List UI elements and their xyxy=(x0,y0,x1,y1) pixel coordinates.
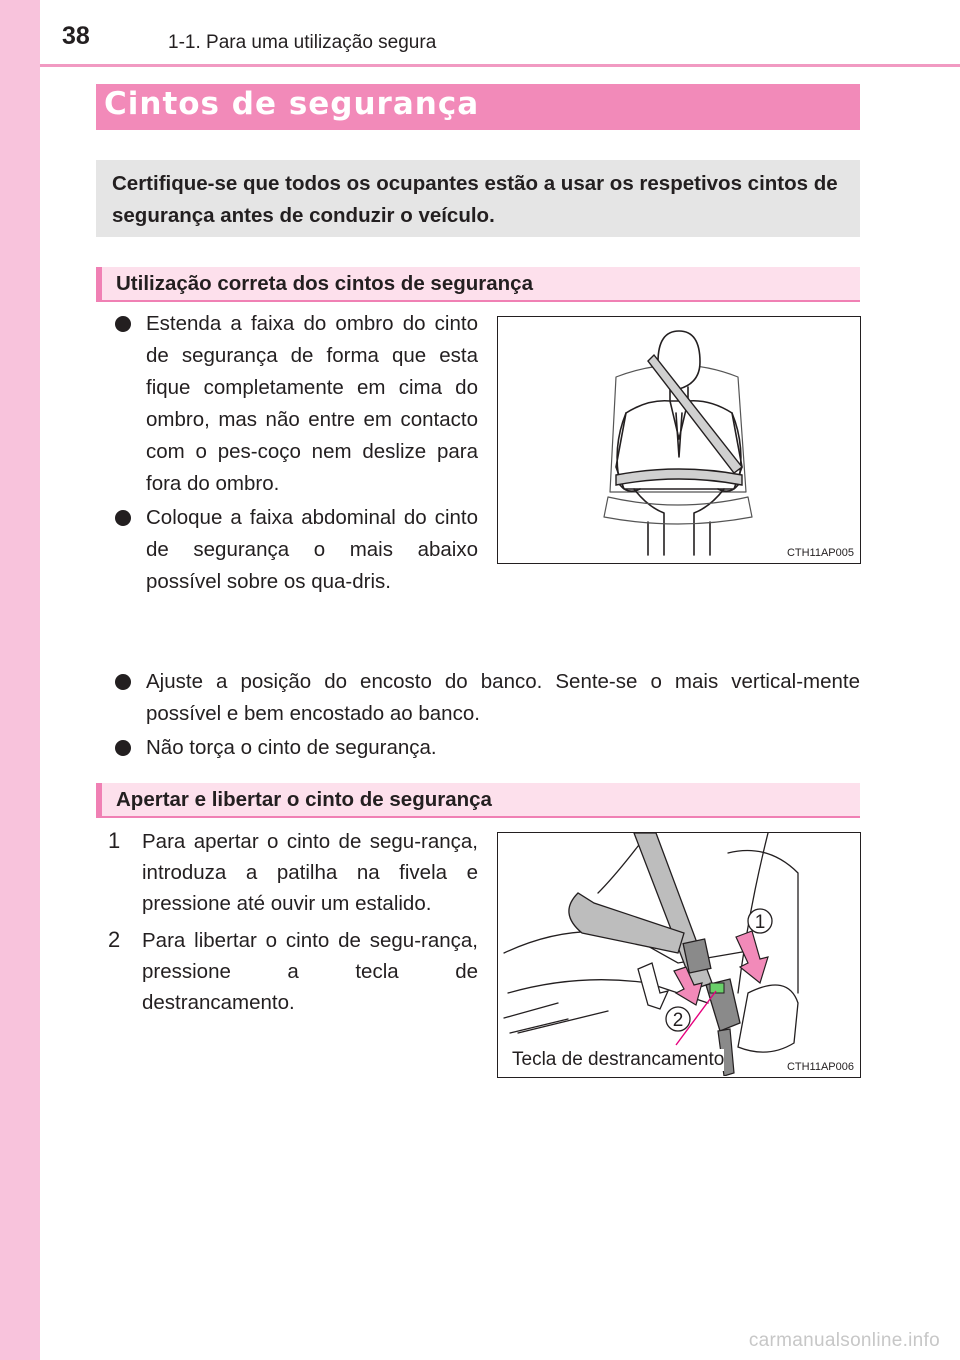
list-item xyxy=(100,925,478,1018)
list-item xyxy=(100,826,478,919)
section-heading-fasten-release: Apertar e libertar o cinto de segurança xyxy=(96,783,860,818)
callout-number: 1 xyxy=(754,912,766,933)
bullet-list-lower xyxy=(100,666,860,766)
list-item xyxy=(100,732,860,764)
page-number: 38 xyxy=(62,22,90,50)
step-number: 1 xyxy=(108,828,121,853)
bullet-icon xyxy=(115,674,131,690)
bullet-icon xyxy=(115,510,131,526)
step-text: Para libertar o cinto de segu-rança, pressione a tecla de destrancamento. xyxy=(142,929,478,1014)
seated-person-illustration xyxy=(498,317,859,562)
buckle-illustration xyxy=(498,833,859,1076)
intro-text: Certifique-se que todos os ocupantes estão a usar os respetivos cintos de segurança antes de conduzir o veículo. xyxy=(112,172,838,227)
bullet-text: Coloque a faixa abdominal do cinto de segurança o mais abaixo possível sobre os qua-dris. xyxy=(146,506,478,593)
arrow-up-icon xyxy=(638,963,668,1009)
list-item xyxy=(100,308,478,500)
callout-number: 2 xyxy=(672,1010,684,1031)
release-button xyxy=(710,983,724,993)
step-number: 2 xyxy=(108,927,121,952)
bullet-text: Não torça o cinto de segurança. xyxy=(146,736,437,759)
bullet-text: Estenda a faixa do ombro do cinto de segurança de forma que esta fique completamente em cima do ombro, mas não entre em contacto com o pes-coço nem deslize para fora do ombro. xyxy=(146,312,478,495)
bullet-text: Ajuste a posição do encosto do banco. Sente-se o mais vertical-mente possível e bem encostado ao banco. xyxy=(146,670,860,725)
watermark: carmanualsonline.info xyxy=(748,1330,940,1351)
side-color-strip xyxy=(0,0,40,1360)
section-heading-correct-use: Utilização correta dos cintos de segurança xyxy=(96,267,860,302)
running-head: 1-1. Para uma utilização segura xyxy=(168,32,437,53)
step-text: Para apertar o cinto de segu-rança, introduza a patilha na fivela e pressione até ouvir um estalido. xyxy=(142,830,478,915)
figure-code: CTH11AP005 xyxy=(786,547,854,559)
steps-list xyxy=(100,826,478,1024)
bullet-icon xyxy=(115,740,131,756)
list-item xyxy=(100,666,860,730)
page-title: Cintos de segurança xyxy=(104,86,480,122)
bullet-icon xyxy=(115,316,131,332)
list-item xyxy=(100,502,478,598)
figure-code: CTH11AP006 xyxy=(786,1061,854,1073)
bullet-list-upper xyxy=(100,308,478,600)
header-rule xyxy=(40,64,960,67)
intro-box xyxy=(96,160,860,237)
figure-seated-person-belt xyxy=(497,316,861,564)
figure-buckle xyxy=(497,832,861,1078)
figure-label: Tecla de destrancamento xyxy=(512,1049,725,1070)
